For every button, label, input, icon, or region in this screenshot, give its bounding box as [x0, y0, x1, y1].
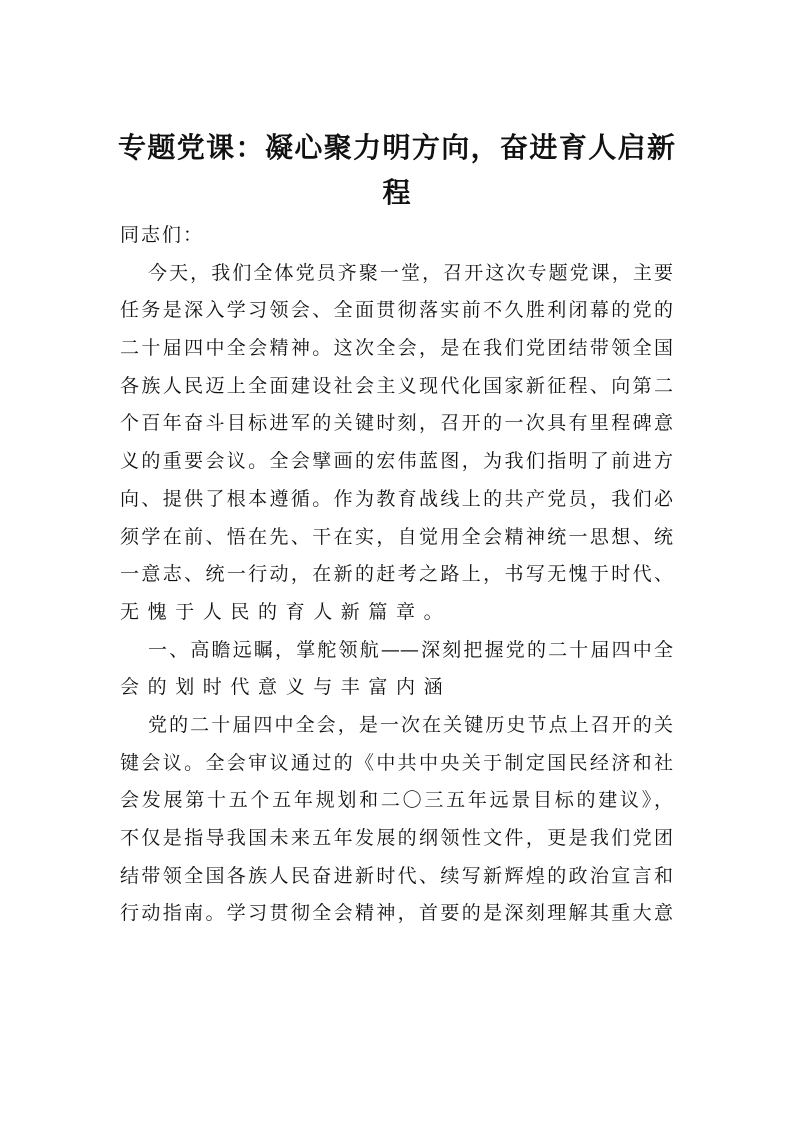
paragraph-line: 党的二十届四中全会，是一次在关键历史节点上召开的关	[148, 713, 673, 736]
paragraph-line: 二十届四中全会精神。这次全会，是在我们党团结带领全国	[120, 337, 673, 360]
title-line: 程	[382, 176, 411, 209]
title-line: 专题党课：凝心聚力明方向，奋进育人启新	[118, 131, 675, 164]
paragraph-line: 今天，我们全体党员齐聚一堂，召开这次专题党课，主要	[148, 261, 673, 284]
salutation: 同志们：	[120, 224, 205, 246]
paragraph-line: 行动指南。学习贯彻全会精神，首要的是深刻理解其重大意	[120, 902, 673, 925]
document-body	[120, 217, 673, 933]
document-title	[118, 125, 675, 215]
paragraph-line: 一、高瞻远瞩，掌舵领航——深刻把握党的二十届四中全	[148, 638, 673, 661]
paragraph	[120, 632, 673, 707]
paragraph	[120, 255, 673, 632]
paragraph-line: 各族人民迈上全面建设社会主义现代化国家新征程、向第二	[120, 374, 673, 397]
paragraph-line: 个百年奋斗目标进军的关键时刻，召开的一次具有里程碑意	[120, 412, 673, 435]
paragraph-line: 任务是深入学习领会、全面贯彻落实前不久胜利闭幕的党的	[120, 299, 673, 322]
paragraph-line: 会发展第十五个五年规划和二〇三五年远景目标的建议》，	[120, 789, 673, 812]
paragraph	[120, 707, 673, 933]
paragraph-line: 不仅是指导我国未来五年发展的纲领性文件，更是我们党团	[120, 827, 673, 849]
paragraph-line: 一意志、统一行动，在新的赶考之路上，书写无愧于时代、	[120, 563, 673, 586]
paragraph-line: 义的重要会议。全会擘画的宏伟蓝图，为我们指明了前进方	[120, 450, 673, 473]
paragraph-line: 向、提供了根本遵循。作为教育战线上的共产党员，我们必	[120, 487, 673, 510]
paragraph-line: 无愧于人民的育人新篇章。	[120, 600, 452, 623]
paragraph-line: 会的划时代意义与丰富内涵	[120, 676, 452, 699]
paragraph-line: 键会议。全会审议通过的《中共中央关于制定国民经济和社	[120, 751, 673, 774]
paragraph-line: 结带领全国各族人民奋进新时代、续写新辉煌的政治宣言和	[120, 864, 673, 887]
paragraph-line: 须学在前、悟在先、干在实，自觉用全会精神统一思想、统	[120, 525, 673, 548]
